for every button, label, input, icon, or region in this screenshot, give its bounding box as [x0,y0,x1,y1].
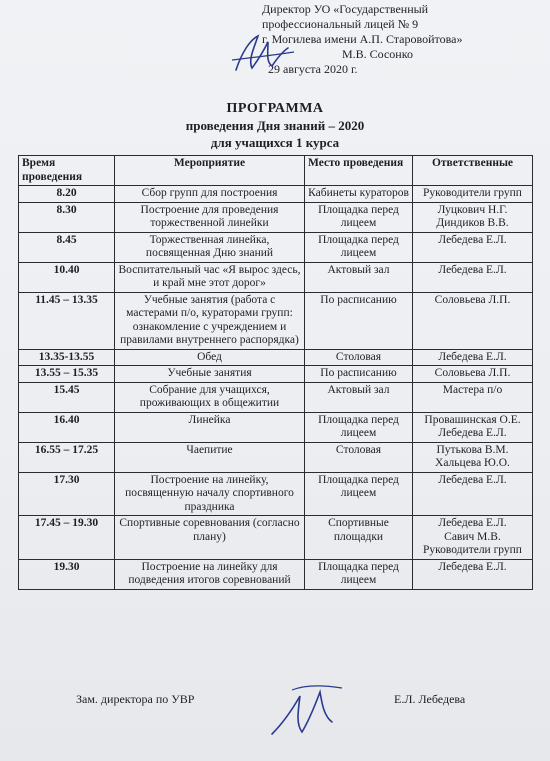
time-cell: 11.45 – 13.35 [19,292,115,349]
table-row [19,442,533,472]
header-responsible: Ответственные [413,156,533,186]
time-cell: 16.40 [19,412,115,442]
place-cell: Площадка перед лицеем [305,202,413,232]
time-cell: 8.45 [19,232,115,262]
program-table [18,155,533,590]
heading-line-3: для учащихся 1 курса [210,135,340,150]
time-cell: 10.40 [19,262,115,292]
table-row [19,559,533,589]
time-cell: 17.30 [19,472,115,516]
approval-date: 29 августа 2020 г. [268,62,358,76]
table-row [19,202,533,232]
table-row [19,412,533,442]
event-cell: Воспитательный час «Я вырос здесь, и край мне этот дорог» [115,262,305,292]
time-cell: 13.55 – 15.35 [19,366,115,383]
event-cell: Построение на линейку для подведения итогов соревнований [115,559,305,589]
place-cell: Площадка перед лицеем [305,412,413,442]
responsible-cell: Лебедева Е.Л. [413,559,533,589]
approval-line-1: Директор УО «Государственный [262,2,429,16]
event-cell: Учебные занятия (работа с мастерами п/о, кураторами групп: ознакомление с учреждением и правилами внутреннего распорядка) [115,292,305,349]
responsible-cell: Соловьева Л.П. [413,366,533,383]
place-cell: Столовая [305,349,413,366]
event-cell: Линейка [115,412,305,442]
event-cell: Сбор групп для построения [115,186,305,203]
time-cell: 13.35-13.55 [19,349,115,366]
event-cell: Обед [115,349,305,366]
event-cell: Спортивные соревнования (согласно плану) [115,516,305,560]
table-row [19,472,533,516]
place-cell: Кабинеты кураторов [305,186,413,203]
document-heading [0,101,550,151]
time-cell: 8.30 [19,202,115,232]
responsible-cell: Лебедева Е.Л. [413,349,533,366]
time-cell: 16.55 – 17.25 [19,442,115,472]
responsible-cell: Лебедева Е.Л. [413,232,533,262]
responsible-cell: Лебедева Е.Л. [413,472,533,516]
table-row [19,366,533,383]
place-cell: Столовая [305,442,413,472]
table-row [19,382,533,412]
footer-position: Зам. директора по УВР [76,692,195,706]
responsible-cell: Луцкович Н.Г. Диндиков В.В. [413,202,533,232]
time-cell: 8.20 [19,186,115,203]
responsible-cell: Мастера п/о [413,382,533,412]
table-row [19,262,533,292]
time-cell: 19.30 [19,559,115,589]
approval-signer: М.В. Сосонко [342,47,413,61]
heading-title: ПРОГРАММА [226,101,324,116]
place-cell: Площадка перед лицеем [305,559,413,589]
event-cell: Построение для проведения торжественной линейки [115,202,305,232]
time-cell: 15.45 [19,382,115,412]
event-cell: Учебные занятия [115,366,305,383]
table-row [19,232,533,262]
header-time: Время проведения [19,156,115,186]
time-cell: 17.45 – 19.30 [19,516,115,560]
event-cell: Собрание для учащихся, проживающих в общежитии [115,382,305,412]
table-row [19,186,533,203]
footer-name: Е.Л. Лебедева [394,692,466,706]
place-cell: Актовый зал [305,262,413,292]
responsible-cell: Провашинская О.Е. Лебедева Е.Л. [413,412,533,442]
place-cell: Актовый зал [305,382,413,412]
table-row [19,349,533,366]
director-signature [228,30,298,80]
place-cell: По расписанию [305,292,413,349]
responsible-cell: Путькова В.М. Хальцева Ю.О. [413,442,533,472]
header-event: Мероприятие [115,156,305,186]
approval-line-3: г. Могилева имени А.П. Старовойтова» [262,32,463,46]
event-cell: Чаепитие [115,442,305,472]
place-cell: По расписанию [305,366,413,383]
responsible-cell: Лебедева Е.Л. [413,262,533,292]
table-row [19,292,533,349]
event-cell: Торжественная линейка, посвященная Дню знаний [115,232,305,262]
approval-line-2: профессиональный лицей № 9 [262,17,419,31]
header-place: Место проведения [305,156,413,186]
table-row [19,516,533,560]
deputy-signature [262,682,352,742]
responsible-cell: Соловьева Л.П. [413,292,533,349]
place-cell: Площадка перед лицеем [305,232,413,262]
place-cell: Спортивные площадки [305,516,413,560]
table-header-row [19,156,533,186]
approval-block [262,2,542,77]
place-cell: Площадка перед лицеем [305,472,413,516]
heading-line-2: проведения Дня знаний – 2020 [185,118,365,133]
responsible-cell: Лебедева Е.Л. Савич М.В. Руководители групп [413,516,533,560]
event-cell: Построение на линейку, посвященную началу спортивного праздника [115,472,305,516]
responsible-cell: Руководители групп [413,186,533,203]
